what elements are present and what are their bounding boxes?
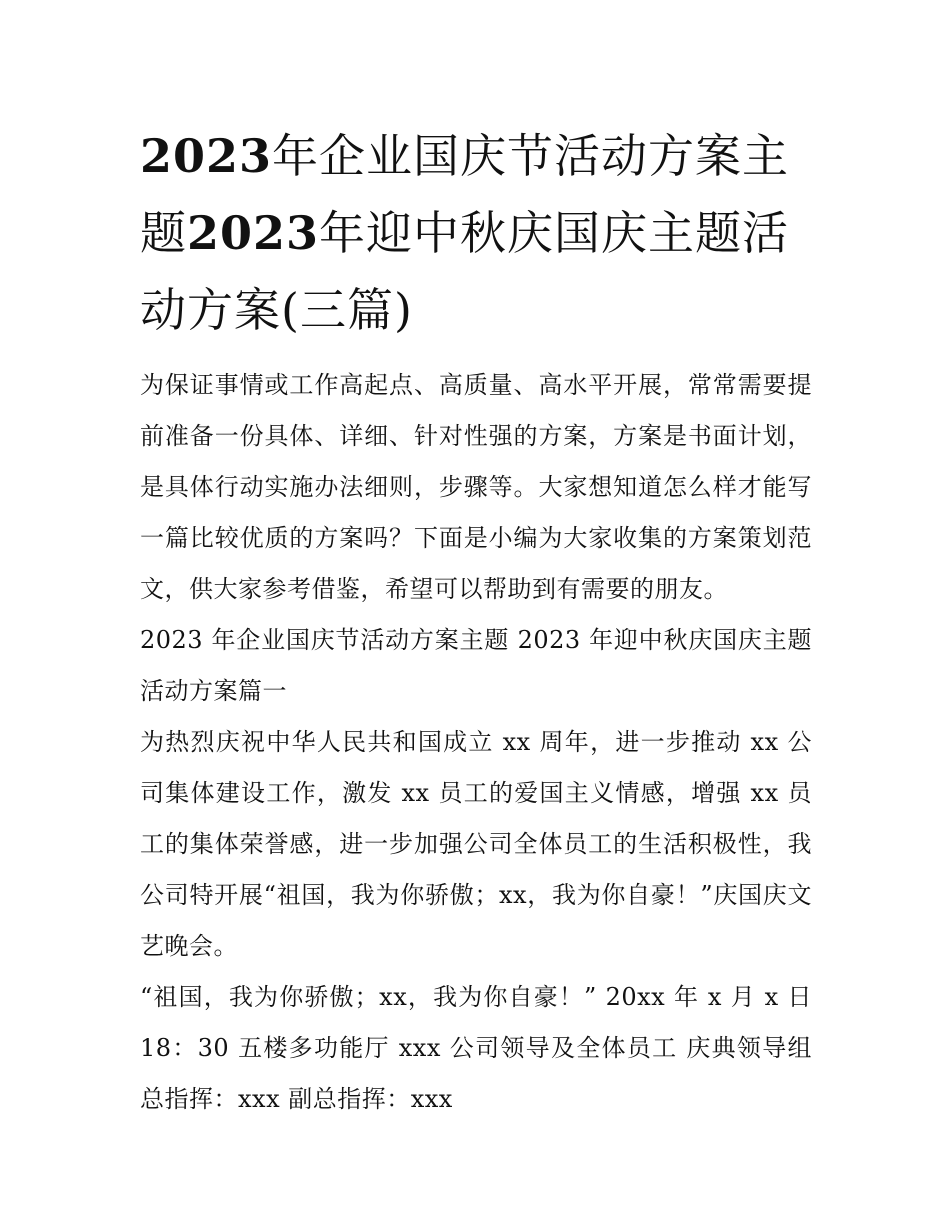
- body-paragraph-2: “祖国，我为你骄傲；xx，我为你自豪！” 20xx 年 x 月 x 日 18：30 五楼多功能厅 xxx 公司领导及全体员工 庆典领导组 总指挥：xxx 副总指挥：xxx: [140, 983, 812, 1113]
- body-paragraph-1: 为热烈庆祝中华人民共和国成立 xx 周年，进一步推动 xx 公司集体建设工作，激发 xx 员工的爱国主义情感，增强 xx 员工的集体荣誉感，进一步加强公司全体员工的生活积极性，我公司特开展“祖国，我为你骄傲；xx，我为你自豪！”庆国庆文艺晚会。: [140, 728, 812, 960]
- title-year-2: 2023: [187, 206, 320, 260]
- document-title: [140, 118, 812, 349]
- title-year-1: 2023: [140, 129, 273, 183]
- title-text-1: 年企业国庆节活动方案主题: [140, 129, 790, 260]
- section-heading: 2023 年企业国庆节活动方案主题 2023 年迎中秋庆国庆主题活动方案篇一: [140, 626, 812, 705]
- document-page: [140, 118, 812, 1125]
- intro-paragraph: 为保证事情或工作高起点、高质量、高水平开展，常常需要提前准备一份具体、详细、针对性强的方案，方案是书面计划，是具体行动实施办法细则，步骤等。大家想知道怎么样才能写一篇比较优质的方案吗？下面是小编为大家收集的方案策划范文，供大家参考借鉴，希望可以帮助到有需要的朋友。: [140, 371, 812, 603]
- title-text-2: 年迎中秋庆国庆主题活动方案(三篇): [140, 206, 790, 337]
